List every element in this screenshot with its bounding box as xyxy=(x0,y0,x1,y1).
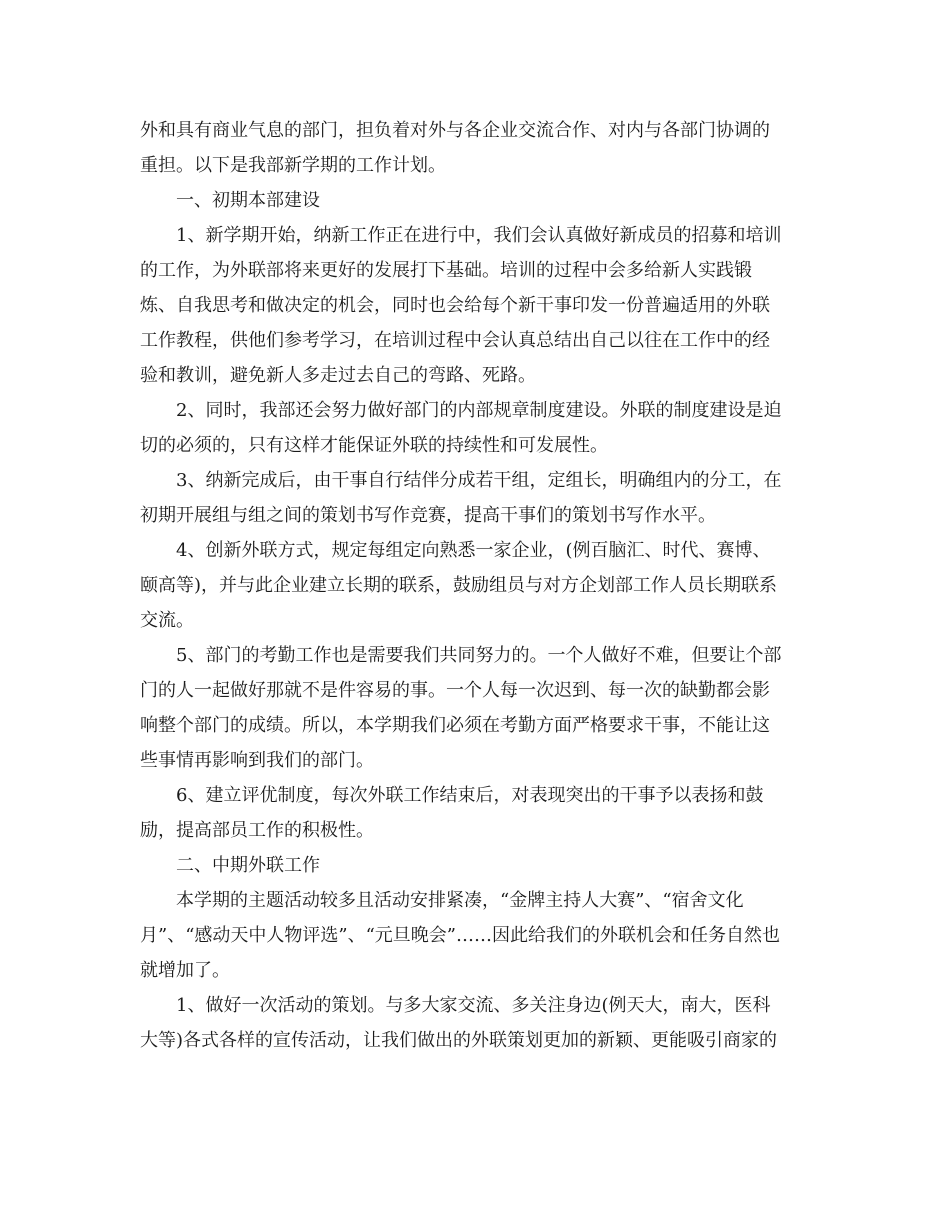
paragraph-line: 5、部门的考勤工作也是需要我们共同努力的。一个人做好不难，但要让个部 xyxy=(176,645,782,666)
paragraph-line: 本学期的主题活动较多且活动安排紧凑，“金牌主持人大赛”、“宿舍文化 xyxy=(176,890,744,911)
paragraph-line: 门的人一起做好那就不是件容易的事。一个人每一次迟到、每一次的缺勤都会影 xyxy=(140,680,770,701)
paragraph-line: 月”、“感动天中人物评选”、“元旦晚会”……因此给我们的外联机会和任务自然也 xyxy=(140,925,781,946)
paragraph-line: 验和教训，避免新人多走过去自己的弯路、死路。 xyxy=(140,365,536,386)
paragraph-line: 励，提高部员工作的积极性。 xyxy=(140,820,374,841)
paragraph-line: 切的必须的，只有这样才能保证外联的持续性和可发展性。 xyxy=(140,435,608,456)
paragraph-line: 初期开展组与组之间的策划书写作竞赛，提高干事们的策划书写作水平。 xyxy=(140,505,716,526)
paragraph xyxy=(140,778,810,848)
paragraph-line: 外和具有商业气息的部门，担负着对外与各企业交流合作、对内与各部门协调的 xyxy=(140,120,770,141)
paragraph-line: 4、创新外联方式，规定每组定向熟悉一家企业，(例百脑汇、时代、赛博、 xyxy=(176,540,771,561)
paragraph-line: 一、初期本部建设 xyxy=(176,190,320,211)
paragraph xyxy=(140,533,810,638)
paragraph-line: 重担。以下是我部新学期的工作计划。 xyxy=(140,155,446,176)
paragraph-line: 大等)各式各样的宣传活动，让我们做出的外联策划更加的新颖、更能吸引商家的 xyxy=(140,1030,778,1051)
paragraph xyxy=(140,883,810,988)
paragraph-line: 炼、自我思考和做决定的机会，同时也会给每个新干事印发一份普遍适用的外联 xyxy=(140,295,770,316)
paragraph xyxy=(140,638,810,778)
paragraph xyxy=(140,463,810,533)
paragraph-line: 颐高等)，并与此企业建立长期的联系，鼓励组员与对方企划部工作人员长期联系 xyxy=(140,575,778,596)
paragraph-line: 二、中期外联工作 xyxy=(176,855,320,876)
paragraph-line: 1、新学期开始，纳新工作正在进行中，我们会认真做好新成员的招募和培训 xyxy=(176,225,782,246)
paragraph-line: 6、建立评优制度，每次外联工作结束后，对表现突出的干事予以表扬和鼓 xyxy=(176,785,764,806)
paragraph xyxy=(140,113,810,183)
paragraph xyxy=(140,988,810,1058)
paragraph-line: 交流。 xyxy=(140,610,194,631)
paragraph xyxy=(140,183,810,218)
document-body xyxy=(140,113,810,1058)
paragraph xyxy=(140,393,810,463)
paragraph xyxy=(140,848,810,883)
paragraph-line: 响整个部门的成绩。所以，本学期我们必须在考勤方面严格要求干事，不能让这 xyxy=(140,715,770,736)
paragraph-line: 3、纳新完成后，由干事自行结伴分成若干组，定组长，明确组内的分工，在 xyxy=(176,470,782,491)
paragraph-line: 就增加了。 xyxy=(140,960,230,981)
paragraph-line: 工作教程，供他们参考学习，在培训过程中会认真总结出自己以往在工作中的经 xyxy=(140,330,770,351)
paragraph-line: 的工作，为外联部将来更好的发展打下基础。培训的过程中会多给新人实践锻 xyxy=(140,260,752,281)
paragraph-line: 1、做好一次活动的策划。与多大家交流、多关注身边(例天大，南大，医科 xyxy=(176,995,771,1016)
paragraph-line: 2、同时，我部还会努力做好部门的内部规章制度建设。外联的制度建设是迫 xyxy=(176,400,782,421)
paragraph xyxy=(140,218,810,393)
paragraph-line: 些事情再影响到我们的部门。 xyxy=(140,750,374,771)
